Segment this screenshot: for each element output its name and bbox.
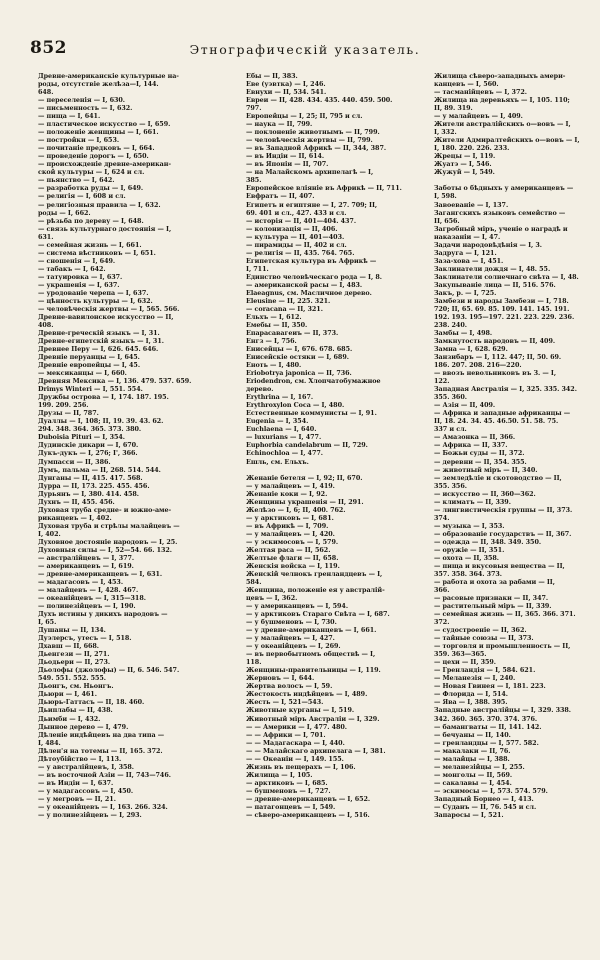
- index-entry-line: — почитаніе предковъ — I, 664.: [38, 144, 155, 153]
- index-entry-line: — искусство — II, 360—362.: [434, 489, 536, 498]
- index-entry-line: 720; II, 65. 69. 85. 109. 141. 145. 191.: [434, 304, 570, 313]
- index-entry-line: — Ява — I, 388. 395.: [434, 698, 508, 707]
- index-entry-line: — оружіе — II, 351.: [434, 545, 505, 554]
- index-entry-line: Евнухи — II, 534. 541.: [246, 88, 327, 97]
- index-entry-line: — гренландцы — I, 577. 582.: [434, 738, 539, 747]
- index-entry-line: — океанійцевъ — I, 315—318.: [38, 594, 146, 603]
- index-entry-line: — расовые признаки — II, 347.: [434, 594, 549, 603]
- index-entry-line: Euchlaena — I, 640.: [246, 425, 317, 434]
- index-entry-line: роды — I, 662.: [38, 208, 91, 217]
- page-number: 852: [30, 38, 67, 58]
- index-entry-line: Западная Австралія — I, 325. 335. 342.: [434, 385, 577, 394]
- index-entry-line: — Новая Гвинея — I, 181. 223.: [434, 682, 546, 691]
- index-entry-line: 385.: [246, 176, 262, 185]
- index-entry-line: Древніе перуанцы — I, 645.: [38, 353, 140, 362]
- index-entry-line: Еноть — I, 480.: [246, 361, 302, 370]
- index-entry-line: — письменность — I, 632.: [38, 104, 133, 113]
- index-entry-line: — лингвистическія группы — II, 373.: [434, 505, 573, 514]
- index-entry-line: Жители Адмиралтейскихъ о—вовъ — I,: [434, 136, 580, 145]
- index-entry-line: — религія — II, 435. 764. 765.: [246, 248, 355, 257]
- index-entry-line: — колонизація — II, 406.: [246, 224, 338, 233]
- index-entry-line: Жертва волосъ — I, 59.: [246, 682, 333, 691]
- index-entry-line: — на Малайскомъ архипелагѣ — I,: [246, 168, 374, 177]
- index-entry-line: Запаросы — I, 521.: [434, 810, 504, 819]
- running-title: Этнографическій указатель.: [189, 42, 421, 57]
- index-entry-line: Eriodendron, см. Хлопчатобумажное: [246, 377, 381, 386]
- index-entry-line: — животный міръ — II, 340.: [434, 465, 538, 474]
- index-entry-line: цевъ — I, 362.: [246, 594, 298, 603]
- index-entry-line: Erythroxylon Coca — I, 480.: [246, 401, 345, 410]
- index-entry-line: Дхавш — II, 668.: [38, 642, 99, 651]
- index-entry-line: — система вѣстниковъ — I, 651.: [38, 248, 156, 257]
- index-entry-line: — Азія — II, 409.: [434, 401, 496, 410]
- index-entry-line: Древне-американскіе культурные на-: [38, 72, 179, 80]
- index-entry-line: Закъ, р. — I, 725.: [434, 288, 497, 297]
- index-entry-line: — разработка руды — I, 649.: [38, 184, 144, 193]
- index-entry-line: — въ Индіи — I, 637.: [38, 778, 114, 787]
- index-entry-line: Евреи — II, 428. 434. 435. 440. 459. 500.: [246, 96, 393, 105]
- index-entry-line: — у эскимосовъ — I, 579.: [246, 537, 339, 546]
- index-entry-line: — — Мадагаскара — I, 440.: [246, 738, 345, 747]
- index-entry-line: Женщина, положеніе ея у австралій-: [246, 586, 385, 594]
- index-entry-line: Египетъ и египтяне — I, 27. 709; II,: [246, 200, 378, 209]
- index-entry-line: Женщины украшенія — II, 291.: [246, 497, 364, 506]
- index-entry-line: Жизнь въ пещерахъ — I, 106.: [246, 762, 356, 771]
- index-entry-line: — арктиковъ — I, 685.: [246, 778, 328, 787]
- index-entry-line: — бечуаны — II, 140.: [434, 730, 511, 739]
- index-entry-line: Жрецы — I, 119.: [434, 152, 496, 161]
- index-entry-line: — наука — II, 799.: [246, 120, 313, 129]
- index-entry-line: — происхожденіе древне-американ-: [38, 160, 171, 169]
- index-entry-line: Замкнутость народовъ — II, 409.: [434, 337, 556, 346]
- index-entry-line: Думъ, пальма — II, 268. 514. 544.: [38, 465, 161, 474]
- index-entry-line: — семейная жизнь — I, 661.: [38, 240, 142, 249]
- index-entry-line: 118.: [246, 658, 262, 667]
- index-entry-line: Elaeagnus, см. Масличное дерево.: [246, 288, 372, 297]
- index-entry-line: Задачи народовѣдѣнія — I, 3.: [434, 240, 542, 249]
- index-entry-line: — патагонцевъ — I, 549.: [246, 802, 336, 811]
- index-entry-line: Друзы — II, 787.: [38, 409, 99, 418]
- index-entry-line: Женскій челнокъ гренландцевъ — I,: [246, 569, 383, 578]
- index-entry-line: Дьенгези — II, 271.: [38, 650, 110, 659]
- index-entry-line: — малайцы — I, 388.: [434, 754, 510, 763]
- index-entry-line: Дукъ-дукъ — I, 276; I', 366.: [38, 449, 138, 458]
- index-entry-line: Дьимби — I, 432.: [38, 714, 101, 723]
- index-entry-line: — мадагасовъ — I, 453.: [38, 577, 124, 586]
- index-entry-line: 631.: [38, 232, 54, 241]
- index-entry-line: — въ Индіи — II, 614.: [246, 152, 325, 161]
- index-column-1: [38, 72, 216, 819]
- index-entry-line: Духовая труба и стрѣлы малайцевъ —: [38, 521, 180, 530]
- index-entry-line: Духовныя силы — I, 52—54. 66. 132.: [38, 545, 172, 554]
- index-entry-line: — пища и вкусовыя вещества — II,: [434, 561, 565, 570]
- index-entry-line: — въ Африкѣ — I, 709.: [246, 521, 329, 530]
- index-entry-line: — у арктиковъ Стараго Свѣта — I, 687.: [246, 610, 390, 619]
- index-entry-line: Дьонгъ, см. Ньонгъ.: [38, 682, 114, 691]
- index-entry-line: — исторія — II, 401—404. 437.: [246, 216, 356, 225]
- index-entry-line: — у малайцевъ — I, 420.: [246, 529, 335, 538]
- index-entry-line: Дѣтоубійство — I, 113.: [38, 754, 122, 763]
- index-entry-line: — Африка и западные африканцы —: [434, 409, 571, 418]
- index-entry-line: Duboisia Pituri — I, 354.: [38, 433, 125, 442]
- index-entry-line: — у малайцевъ — I, 419.: [246, 481, 335, 490]
- index-entry-line: Жесть — I, 521—543.: [246, 698, 324, 707]
- index-entry-line: Заботы о бѣдныхъ у американцевъ —: [434, 184, 574, 193]
- index-entry-line: — рѣзьба по дереву — I, 648.: [38, 216, 144, 225]
- index-entry-line: Животные курганы — I, 519.: [246, 706, 355, 715]
- index-entry-line: 294. 348. 364. 365. 373. 380.: [38, 425, 142, 434]
- index-entry-line: — австралійцевъ — I, 377.: [38, 553, 135, 562]
- index-entry-line: Erythrina — I, 167.: [246, 393, 314, 402]
- index-entry-line: Загангскихъ языковъ семейство —: [434, 208, 566, 217]
- index-entry-line: — полинезійцевъ — I, 190.: [38, 602, 136, 611]
- index-entry-line: — у бушменовъ — I, 730.: [246, 618, 337, 627]
- index-entry-line: — — Океаніи — I, 149. 155.: [246, 754, 344, 763]
- index-entry-line: — тайные союзы — II, 373.: [434, 634, 534, 643]
- index-entry-line: Древне-египетскій языкъ — I, 31.: [38, 337, 164, 346]
- index-entry-line: 199. 209. 256.: [38, 401, 89, 410]
- index-entry-line: — малайцевъ — I, 428. 467.: [38, 586, 139, 594]
- index-entry-line: Западный Борнео — I, 413.: [434, 794, 534, 803]
- index-column-2: [246, 72, 416, 819]
- index-entry-line: I, 711.: [246, 264, 269, 273]
- index-entry-line: — у полинезійцевъ — I, 293.: [38, 810, 142, 819]
- index-entry-line: — меланезійцы — I, 255.: [434, 762, 525, 771]
- index-entry-line: Западные австралійцы — I, 329. 338.: [434, 706, 571, 715]
- index-entry-line: Емебы — II, 350.: [246, 320, 308, 329]
- index-entry-line: Дурьянъ — I, 380. 414. 458.: [38, 489, 139, 498]
- index-entry-line: — — Африки — I, 701.: [246, 730, 326, 739]
- index-entry-line: 584.: [246, 577, 262, 586]
- index-entry-line: Дуэлерсъ, утесъ — I, 518.: [38, 634, 132, 643]
- index-entry-line: Дьюри — I, 461.: [38, 690, 97, 699]
- index-entry-line: — Амазонка — II, 366.: [434, 433, 516, 442]
- index-entry-line: — coracana — II, 321.: [246, 304, 323, 313]
- index-entry-line: — — Малайскаго архипелага — I, 381.: [246, 746, 386, 755]
- index-entry-line: — человѣческія жертвы — II, 799.: [246, 136, 373, 145]
- index-entry-line: Жилища — I, 105.: [246, 770, 313, 779]
- index-entry-line: Завоеваніе — I, 137.: [434, 200, 509, 209]
- index-entry-line: Eugenia — I, 354.: [246, 417, 309, 426]
- index-entry-line: Жилища на деревьяхъ — I, 105. 110;: [434, 96, 570, 105]
- index-entry-line: Заклинатели солнечнаго свѣта — I, 48.: [434, 272, 579, 281]
- index-entry-line: — Суданъ — II, 76. 545 и сл.: [434, 802, 537, 811]
- index-entry-line: Закупываніе лица — II, 516. 576.: [434, 280, 556, 289]
- index-entry-line: Енисейцы — I, 676. 678. 685.: [246, 345, 353, 354]
- index-entry-line: — бамангваты — II, 141. 142.: [434, 722, 542, 731]
- index-entry-line: Духовая труба средне- и южно-аме-: [38, 505, 172, 514]
- index-entry-line: Духнъ — II, 455. 456.: [38, 497, 115, 506]
- index-entry-line: Дьюрь-Гаттасъ — II, 18. 460.: [38, 698, 145, 707]
- index-entry-line: — въ восточной Азіи — II, 743—746.: [38, 770, 171, 779]
- index-entry-line: риканцевъ — I, 402.: [38, 513, 112, 522]
- index-entry-line: Жуатэ — I, 546.: [434, 160, 492, 169]
- index-entry-line: Думпасси — II, 386.: [38, 457, 111, 466]
- index-entry-line: Египетская культура въ Африкѣ —: [246, 256, 377, 265]
- index-entry-line: — Африка — II, 337.: [434, 441, 508, 450]
- index-entry-line: Женаніе коки — I, 92.: [246, 489, 328, 498]
- index-entry-line: — охота — II, 358.: [434, 553, 499, 562]
- index-entry-line: — сношенія — I, 649.: [38, 256, 116, 265]
- index-entry-line: — климатъ — II, 339.: [434, 497, 511, 506]
- index-entry-line: — Меланезія — I, 240.: [434, 674, 516, 683]
- index-entry-line: — эскимосы — I, 573. 574. 579.: [434, 786, 548, 795]
- index-entry-line: — пластическое искусство — I, 659.: [38, 120, 171, 129]
- index-entry-line: Заклинатели дождя — I, 48. 55.: [434, 264, 551, 273]
- index-entry-line: дерево.: [246, 385, 274, 394]
- index-entry-line: Древне-вавилонское искусство — II,: [38, 312, 174, 321]
- index-entry-line: — у мадагассовъ — I, 450.: [38, 786, 134, 795]
- index-entry-line: Духовное достояніе народовъ — I, 25.: [38, 537, 178, 546]
- index-entry-line: Дуаллы — I, 108; II, 19. 39. 43. 62.: [38, 417, 164, 426]
- index-entry-line: I, 484.: [38, 738, 61, 747]
- index-entry-line: Заза-хова — I, 451.: [434, 256, 504, 265]
- index-entry-line: — семейная жизнь — II, 365. 366. 371.: [434, 610, 576, 619]
- index-entry-line: — монголы — II, 569.: [434, 770, 513, 779]
- index-entry-line: 122.: [434, 377, 450, 386]
- index-entry-line: Енгз — I, 756.: [246, 337, 297, 346]
- index-entry-line: — земледѣліе и скотоводство — II,: [434, 473, 562, 482]
- index-entry-line: Жестокость индѣйцевъ — I, 489.: [246, 690, 368, 699]
- index-entry-line: — татуировка — I, 637.: [38, 272, 123, 281]
- index-entry-line: — бушменовъ — I, 727.: [246, 786, 331, 795]
- index-entry-line: роды, отсутствіе желѣза—I, 144.: [38, 80, 159, 89]
- index-entry-line: — — Америки — I, 477. 480.: [246, 722, 347, 731]
- index-entry-line: Дынное дерево — I, 479.: [38, 722, 129, 731]
- index-entry-line: 372.: [434, 618, 450, 627]
- index-entry-line: Жужуй — I, 549.: [434, 168, 495, 177]
- index-entry-line: Древніе европейцы — I, 45.: [38, 361, 140, 370]
- index-entry-line: Дѣлен'я на тотемы — II, 165. 372.: [38, 746, 163, 755]
- index-entry-line: Женаніе бетеля — I, 92; II, 670.: [246, 473, 363, 482]
- index-entry-line: — проведеніе дорогъ — I, 650.: [38, 152, 149, 161]
- index-entry-line: Задруга — I, 121.: [434, 248, 497, 257]
- index-entry-line: канцевъ — I, 560.: [434, 80, 499, 89]
- index-entry-line: — древне-американцевъ — I, 652.: [246, 794, 371, 803]
- index-entry-line: — въ Западной Африкѣ — II, 344, 387.: [246, 144, 387, 153]
- index-entry-line: — древне-американцевъ — I, 631.: [38, 569, 163, 578]
- index-entry-line: — сѣверо-американцевъ — I, 516.: [246, 810, 370, 819]
- index-entry-line: — пьянство — I, 642.: [38, 176, 115, 185]
- index-entry-line: I, 180. 220. 226. 233.: [434, 144, 510, 153]
- index-entry-line: — ввозъ невольниковъ въ З. — I,: [434, 369, 557, 378]
- index-entry-line: — музыка — I, 353.: [434, 521, 505, 530]
- index-entry-line: — человѣческія жертвы — I, 565. 566.: [38, 304, 180, 313]
- index-entry-line: наказаніи — I, 47.: [434, 232, 501, 241]
- index-entry-line: 337 и сл.: [434, 425, 467, 434]
- index-entry-line: Древнее Перу — I, 626. 645. 646.: [38, 345, 159, 354]
- index-entry-line: 408.: [38, 320, 54, 329]
- index-entry-line: — мексиканцы — I, 660.: [38, 369, 127, 378]
- index-entry-line: Занзибаръ — I, 112. 447; II, 50. 69.: [434, 353, 562, 362]
- index-entry-line: Желѣзо — I, 6; II, 400. 762.: [246, 505, 346, 514]
- index-entry-line: Желтая раса — II, 562.: [246, 545, 331, 554]
- index-entry-line: Дьодьери — II, 273.: [38, 658, 111, 667]
- index-entry-line: Желтые флаги — II, 658.: [246, 553, 339, 562]
- index-entry-line: — пирамиды — II, 402 и сл.: [246, 240, 347, 249]
- index-entry-line: Дьолофы (джолофы) — II, 6. 546. 547.: [38, 666, 180, 675]
- index-entry-line: Дудинскіе дикари — I, 670.: [38, 441, 139, 450]
- index-entry-line: — у океанійцевъ — I, 269.: [246, 642, 341, 651]
- index-entry-line: — сакалавы — I, 454.: [434, 778, 512, 787]
- index-entry-line: — американской расы — I, 483.: [246, 280, 363, 289]
- index-entry-line: Замбези и народы Замбези — I, 718.: [434, 296, 569, 305]
- index-entry-line: 549. 551. 552. 555.: [38, 674, 106, 683]
- index-entry-line: — у малайцевъ — I, 409.: [434, 112, 523, 121]
- index-entry-line: 186. 207. 208. 216—220.: [434, 361, 522, 370]
- index-entry-line: — въ первобытномъ обществѣ — I,: [246, 650, 376, 659]
- index-entry-line: Дурра — II, 173. 225. 455. 456.: [38, 481, 150, 490]
- index-entry-line: Еве (уэвтка) — I, 246.: [246, 80, 326, 89]
- index-entry-line: — положеніе женщины — I, 661.: [38, 128, 159, 137]
- index-entry-line: — постройки — I, 653.: [38, 136, 120, 145]
- index-entry-line: — Флорида — I, 514.: [434, 690, 508, 699]
- index-entry-line: — религія — I, 608 и сл.: [38, 192, 126, 201]
- index-entry-line: 342. 360. 365. 370. 374. 376.: [434, 714, 538, 723]
- index-entry-line: Единство человѣческаго рода — I, 8.: [246, 272, 382, 281]
- index-entry-line: — растительный міръ — II, 339.: [434, 602, 552, 611]
- index-entry-line: Женскія войска — I, 119.: [246, 561, 340, 570]
- index-entry-line: — украшенія — I, 637.: [38, 280, 120, 289]
- index-entry-line: Духъ истины у дикихъ народовъ —: [38, 610, 168, 619]
- index-entry-line: — Гренландія — I, 584. 621.: [434, 666, 536, 675]
- index-entry-line: — деревни — II, 354. 355.: [434, 457, 527, 466]
- index-entry-line: 238. 240.: [434, 320, 467, 329]
- index-entry-line: — тасманійцевъ — I, 372.: [434, 88, 527, 97]
- index-entry-line: — у океанійцевъ — I, 163. 266. 324.: [38, 802, 168, 811]
- index-entry-line: — связь культурнаго достоянія — I,: [38, 224, 172, 233]
- index-entry-line: [434, 176, 588, 184]
- index-entry-line: — у австралійцевъ, I, 358.: [38, 762, 134, 771]
- index-entry-line: — судостроеніе — II, 362.: [434, 626, 527, 635]
- index-entry-line: Животный міръ Австраліи — I, 329.: [246, 714, 380, 723]
- index-entry-line: — американцевъ — I, 619.: [38, 561, 134, 570]
- index-entry-line: 366.: [434, 586, 450, 594]
- index-entry-line: — въ Японіи — II, 707.: [246, 160, 329, 169]
- index-entry-line: — работа и охота за рабами — II,: [434, 577, 555, 586]
- index-entry-line: Енисейскіе остяки — I, 689.: [246, 353, 349, 362]
- index-entry-line: — у арктиковъ — I, 681.: [246, 513, 334, 522]
- index-entry-line: — цехи — II, 359.: [434, 658, 496, 667]
- index-entry-line: — культура — II, 401—403.: [246, 232, 345, 241]
- index-entry-line: Дьиплабы — II, 438.: [38, 706, 113, 715]
- index-entry-line: Душаны — II, 134.: [38, 626, 106, 635]
- index-entry-line: Женщины-правительницы — I, 119.: [246, 666, 381, 675]
- index-entry-line: — переселенія — I, 630.: [38, 96, 125, 105]
- index-entry-line: — luxurians — I, 477.: [246, 433, 322, 442]
- index-entry-line: — уродованіе черепа — I, 637.: [38, 288, 149, 297]
- index-entry-line: Европейское вліяніе въ Африкѣ — II, 711.: [246, 184, 402, 193]
- index-entry-line: — религіозныя правила — I, 632.: [38, 200, 161, 209]
- index-entry-line: 192. 193. 195—197. 221. 223. 229. 236.: [434, 312, 575, 321]
- index-entry-line: — макалаки — II, 76.: [434, 746, 511, 755]
- index-entry-line: — у американцевъ — I, 594.: [246, 602, 349, 611]
- index-entry-line: — пища — I, 641.: [38, 112, 101, 121]
- index-entry-line: II, 18. 24. 34. 45. 46.50. 51. 58. 75.: [434, 417, 559, 426]
- index-entry-line: Европейцы — I, 25; II, 795 и сл.: [246, 112, 363, 121]
- index-entry-line: — цѣнность культуры — I, 632.: [38, 296, 153, 305]
- index-entry-line: — образованіе государствъ — II, 367.: [434, 529, 572, 538]
- index-entry-line: Eriobotrya japonica — II, 736.: [246, 369, 352, 378]
- index-entry-line: ской культуры — I, 624 и сл.: [38, 168, 145, 177]
- index-entry-line: Ельхъ — I, 612.: [246, 312, 302, 321]
- index-entry-line: — у малайцевъ — I, 427.: [246, 634, 335, 643]
- index-entry-line: Древне-греческій языкъ — I, 31.: [38, 329, 160, 337]
- index-entry-line: II, 89. 319.: [434, 104, 473, 113]
- index-entry-line: Eleusine — II, 225. 321.: [246, 296, 331, 305]
- index-entry-line: — Божьи суды — II, 372.: [434, 449, 525, 458]
- index-entry-line: Drimys Winteri — I, 551. 554.: [38, 385, 143, 394]
- index-entry-line: 374.: [434, 513, 450, 522]
- index-entry-line: Жерновъ — I, 644.: [246, 674, 315, 683]
- index-entry-line: 69. 401 и сл., 427. 433 и сл.: [246, 208, 347, 217]
- index-entry-line: 355. 360.: [434, 393, 467, 402]
- index-entry-line: I, 332.: [434, 128, 457, 137]
- index-entry-line: Жители австралійскихъ о—вовъ — I,: [434, 120, 571, 129]
- index-entry-line: Древняя Мексика — I, 136. 479. 537. 659.: [38, 377, 192, 386]
- index-entry-line: [246, 466, 416, 474]
- index-entry-line: Дунганы — II, 415. 417. 568.: [38, 473, 143, 482]
- index-entry-line: — поклоненіе животнымъ — II, 799.: [246, 128, 380, 137]
- index-entry-line: Епарасавагеиъ — II, 373.: [246, 329, 339, 337]
- index-entry-line: Замна — I, 628. 629.: [434, 345, 508, 354]
- page-header: [30, 38, 580, 62]
- index-entry-line: Ешль, см. Ельхъ.: [246, 457, 309, 466]
- index-entry-line: I, 65.: [38, 618, 57, 627]
- index-entry-line: I, 598.: [434, 192, 457, 201]
- index-entry-line: 355. 356.: [434, 481, 467, 490]
- index-entry-line: Загробный міръ, ученіе о наградѣ и: [434, 224, 568, 233]
- index-entry-line: Евфратъ — II, 407.: [246, 192, 315, 201]
- index-entry-line: I, 402.: [38, 529, 61, 538]
- index-entry-line: — у древне-американцевъ — I, 661.: [246, 626, 377, 635]
- index-entry-line: — табакъ — I, 642.: [38, 264, 106, 273]
- index-entry-line: II, 656.: [434, 216, 460, 225]
- index-entry-line: Замбы — I, 498.: [434, 329, 493, 337]
- index-entry-line: Дѣленіе индѣйцевъ на два типа —: [38, 730, 165, 739]
- index-entry-line: — торговля и промышленность — II,: [434, 642, 571, 651]
- index-entry-line: Echinochloa — I, 477.: [246, 449, 323, 458]
- index-entry-line: Естественные коммунисты — I, 91.: [246, 409, 377, 418]
- index-entry-line: Жилища сѣверо-западныхъ амери-: [434, 72, 566, 80]
- index-entry-line: Euphorbia candelabrum — II, 729.: [246, 441, 368, 450]
- index-entry-line: — одежда — II, 348. 349. 350.: [434, 537, 542, 546]
- index-column-3: [434, 72, 588, 819]
- index-entry-line: 648.: [38, 88, 54, 97]
- index-entry-line: 359. 363—365.: [434, 650, 487, 659]
- index-entry-line: 797.: [246, 104, 262, 113]
- index-entry-line: Ебы — II, 383.: [246, 72, 298, 80]
- index-entry-line: — у мегровъ — II, 21.: [38, 794, 116, 803]
- index-entry-line: Дружбы острова — I, 174. 187. 195.: [38, 393, 169, 402]
- index-entry-line: 357. 358. 364. 373.: [434, 569, 502, 578]
